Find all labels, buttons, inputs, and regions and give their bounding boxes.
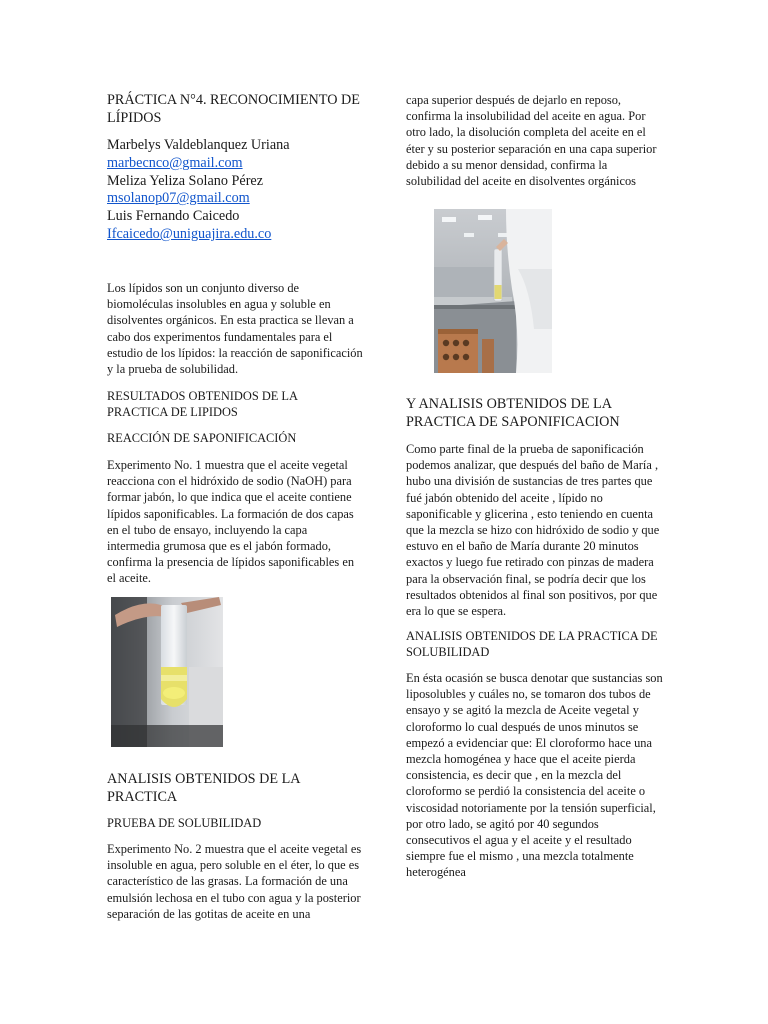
test-tube-image bbox=[111, 597, 223, 747]
lab-experiment-photo bbox=[434, 209, 552, 373]
results-heading: RESULTADOS OBTENIDOS DE LA PRACTICA DE LIPIDOS bbox=[107, 389, 298, 420]
solubility-paragraph: Experimento No. 2 muestra que el aceite vegetal es insoluble en agua, pero soluble en el éter, lo que es característico de las grasas. La formación de una emulsión lechosa en el tubo con agua y la posterior separación de las gotitas de aceite en una bbox=[107, 842, 362, 921]
analysis-heading: ANALISIS OBTENIDOS DE LA PRACTICA bbox=[107, 771, 300, 805]
solubility-paragraph-continued: capa superior después de dejarlo en reposo, confirma la insolubilidad del aceite en agua. Por otro lado, la disolución completa del aceite en el éter y su posterior separación en una capa superior debido a su menor densidad, confirma la solubilidad del aceite en disolventes orgánicos bbox=[406, 93, 657, 189]
saponification-analysis-heading: Y ANALISIS OBTENIDOS DE LA PRACTICA DE SAPONIFICACION bbox=[406, 396, 620, 430]
saponification-heading: REACCIÓN DE SAPONIFICACIÓN bbox=[107, 431, 297, 445]
author-name: Luis Fernando Caicedo bbox=[107, 208, 240, 225]
author-name: Meliza Yeliza Solano Pérez bbox=[107, 172, 264, 189]
author-email-link[interactable]: msolanop07@gmail.com bbox=[107, 190, 250, 207]
author-email-link[interactable]: Ifcaicedo@uniguajira.edu.co bbox=[107, 225, 272, 242]
lab-image bbox=[434, 209, 552, 373]
saponification-test-tube-photo bbox=[111, 597, 223, 747]
author-email-link[interactable]: marbecnco@gmail.com bbox=[107, 154, 243, 171]
saponification-analysis-paragraph: Como parte final de la prueba de saponificación podemos analizar, que después del baño de María , hubo una división de sustancias de tres partes que fué jabón obtenido del aceite , lípido no saponificable y glicerina , esto teniendo en cuenta que la mezcla se hizo con hidróxido de sodio y que estuvo en el baño de María durante 20 minutos exactos y luego fue retirado con pinzas de madera para la observación final, se podría decir que los resultados obtenidos al final son positivos, por que era lo que se espera. bbox=[406, 442, 660, 619]
author-name: Marbelys Valdeblanquez Uriana bbox=[107, 137, 290, 153]
intro-paragraph: Los lípidos son un conjunto diverso de biomoléculas insolubles en agua y soluble en disolventes orgánicos. En esta practica se llevan a cabo dos experimentos fundamentales para el estudio de los lípidos: la reacción de saponificación y la prueba de solubilidad. bbox=[107, 281, 363, 377]
author-list bbox=[107, 137, 363, 244]
solubility-analysis-heading: ANALISIS OBTENIDOS DE LA PRACTICA DE SOLUBILIDAD bbox=[406, 629, 658, 660]
document-title: PRÁCTICA N°4. RECONOCIMIENTO DE LÍPIDOS bbox=[107, 92, 360, 126]
solubility-analysis-paragraph: En ésta ocasión se busca denotar que sustancias son liposolubles y cuáles no, se tomaron dos tubos de ensayo y se agitó la mezcla de Aceite vegetal y cloroformo lo cual después de unos minutos se empezó a evidenciar que: El cloroformo hace una mezcla homogénea y hace que el aceite pierda consistencia, es decir que , en la mezcla del cloroformo se perdió la consistencia del aceite o viscosidad notoriamente por la tensión superficial, por otro lado, se agitó por 40 segundos consecutivos el agua y el aceite y el resultado siempre fue el mismo , una mezcla totalmente heterogénea bbox=[406, 671, 663, 880]
solubility-heading: PRUEBA DE SOLUBILIDAD bbox=[107, 816, 262, 830]
saponification-paragraph: Experimento No. 1 muestra que el aceite vegetal reacciona con el hidróxido de sodio (NaOH) para formar jabón, lo que indica que el aceite contiene lípidos saponificables. La formación de dos capas en el tubo de ensayo, incluyendo la capa intermedia grumosa que es el jabón formado, confirma la presencia de lípidos saponificables en el aceite. bbox=[107, 458, 355, 586]
